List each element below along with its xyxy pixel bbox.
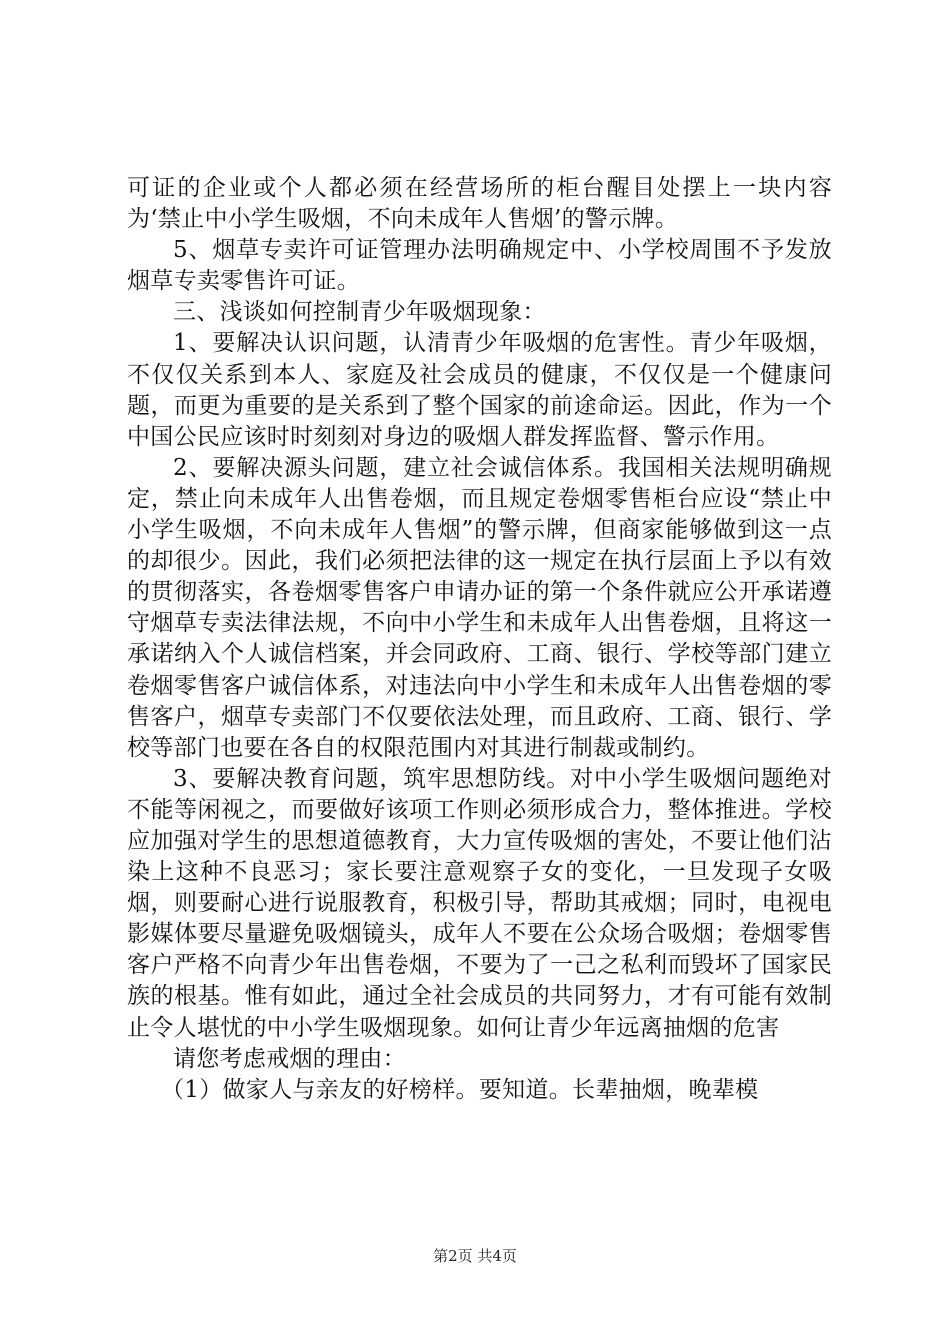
paragraph-reason-1: （1）做家人与亲友的好榜样。要知道。长辈抽烟，晚辈模 (161, 1076, 759, 1103)
page-number-label: 第2页 共4页 (433, 1247, 517, 1265)
document-body (127, 173, 832, 1106)
section-heading-3: 三、浅谈如何控制青少年吸烟现象： (173, 299, 546, 326)
paragraph-item-5: 5、烟草专卖许可证管理办法明确规定中、小学校周围不予发放烟草专卖零售许可证。 (127, 237, 832, 295)
paragraph-quit-reasons: 请您考虑戒烟的理由： (173, 1045, 406, 1072)
paragraph-continuation: 可证的企业或个人都必须在经营场所的柜台醒目处摆上一块内容为‘禁止中小学生吸烟，不向未成年人售烟’的警示牌。 (127, 175, 832, 233)
page-footer (0, 1245, 950, 1266)
paragraph-point-1: 1、要解决认识问题，认清青少年吸烟的危害性。青少年吸烟，不仅仅关系到本人、家庭及社会成员的健康，不仅仅是一个健康问题，而更为重要的是关系到了整个国家的前途命运。因此，作为一个中国公民应该时时刻刻对身边的吸烟人群发挥监督、警示作用。 (127, 330, 832, 450)
paragraph-point-3: 3、要解决教育问题，筑牢思想防线。对中小学生吸烟问题绝对不能等闲视之，而要做好该项工作则必须形成合力，整体推进。学校应加强对学生的思想道德教育，大力宣传吸烟的害处，不要让他们沾染上这种不良恶习；家长要注意观察子女的变化，一旦发现子女吸烟，则要耐心进行说服教育，积极引导，帮助其戒烟；同时，电视电影媒体要尽量避免吸烟镜头，成年人不要在公众场合吸烟；卷烟零售客户严格不向青少年出售卷烟，不要为了一己之私利而毁坏了国家民族的根基。惟有如此，通过全社会成员的共同努力，才有可能有效制止令人堪忧的中小学生吸烟现象。如何让青少年远离抽烟的危害 (127, 765, 832, 1041)
paragraph-point-2: 2、要解决源头问题，建立社会诚信体系。我国相关法规明确规定，禁止向未成年人出售卷烟，而且规定卷烟零售柜台应设“禁止中小学生吸烟，不向未成年人售烟”的警示牌，但商家能够做到这一点的却很少。因此，我们必须把法律的这一规定在执行层面上予以有效的贯彻落实，各卷烟零售客户申请办证的第一个条件就应公开承诺遵守烟草专卖法律法规，不向中小学生和未成年人出售卷烟，且将这一承诺纳入个人诚信档案，并会同政府、工商、银行、学校等部门建立卷烟零售客户诚信体系，对违法向中小学生和未成年人出售卷烟的零售客户，烟草专卖部门不仅要依法处理，而且政府、工商、银行、学校等部门也要在各自的权限范围内对其进行制裁或制约。 (127, 454, 832, 761)
